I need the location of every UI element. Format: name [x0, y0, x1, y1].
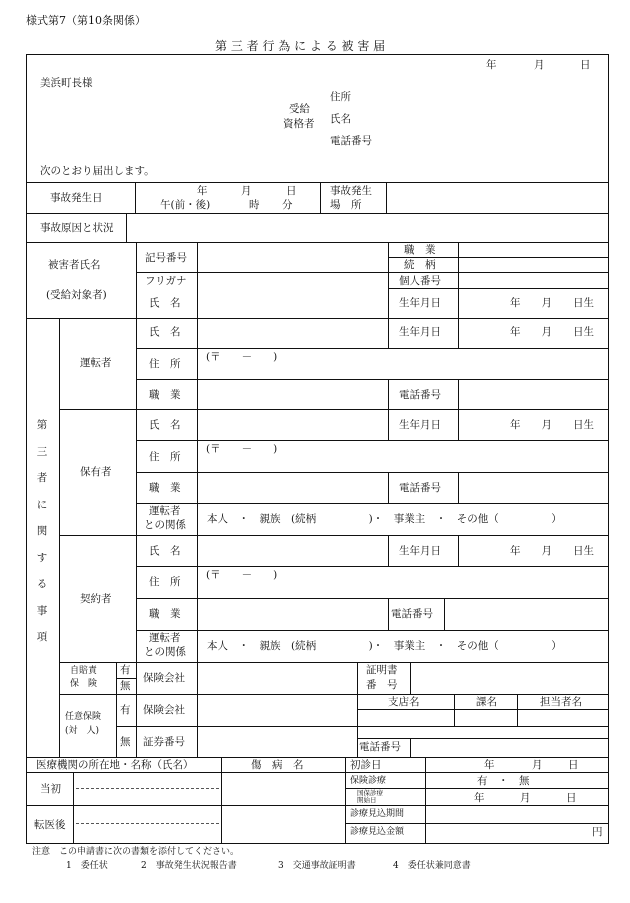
voluntary-no: 無	[120, 736, 131, 748]
insured-yes-no: 有 ・ 無	[477, 775, 530, 787]
owner-relation-label-2: との関係	[144, 519, 186, 531]
first-visit-month: 月	[532, 759, 543, 771]
expected-period-label: 診療見込期間	[350, 809, 405, 819]
compulsory-no: 無	[120, 680, 131, 692]
driver-address-label: 住 所	[149, 358, 181, 370]
voluntary-insurance-label-1: 任意保険	[65, 712, 102, 722]
attachment-2: 2 事故発生状況報告書	[141, 861, 237, 871]
insurance-phone-label: 電話番号	[359, 741, 401, 753]
owner-relation-label-1: 運転者	[149, 505, 181, 517]
accident-minute: 分	[282, 199, 293, 211]
victim-name-label: 氏 名	[149, 297, 181, 309]
driver-birth-ymd: 年 月 日生	[510, 326, 594, 338]
compulsory-yes: 有	[120, 664, 131, 676]
accident-month: 月	[241, 185, 252, 197]
first-visit-label: 初診日	[350, 759, 382, 771]
victim-label-sub: (受給対象者)	[46, 289, 107, 301]
contractor-relation-options: 本人 ・ 親族 (続柄 )・ 事業主 ・ その他（ ）	[207, 640, 562, 652]
voluntary-yes: 有	[120, 704, 131, 716]
phone-label: 電話番号	[330, 135, 372, 147]
accident-year: 年	[197, 185, 208, 197]
symbol-number-label: 記号番号	[145, 252, 187, 264]
contractor-phone-label: 電話番号	[391, 608, 433, 620]
owner-birth-ymd: 年 月 日生	[510, 419, 594, 431]
owner-phone-label: 電話番号	[399, 482, 441, 494]
compulsory-company-label: 保険会社	[143, 672, 185, 684]
owner-name-label: 氏 名	[149, 419, 181, 431]
compulsory-insurance-label-1: 自賠責	[70, 666, 98, 676]
person-in-charge-label: 担当者名	[540, 696, 582, 708]
section-label: 課名	[476, 696, 497, 708]
victim-label: 被害者氏名	[48, 259, 101, 271]
driver-label: 運転者	[80, 357, 112, 369]
expected-amount-label: 診療見込金額	[350, 827, 405, 837]
owner-relation-options: 本人 ・ 親族 (続柄 )・ 事業主 ・ その他（ ）	[207, 513, 562, 525]
first-visit-year: 年	[484, 759, 495, 771]
victim-birth-ymd: 年 月 日生	[510, 297, 594, 309]
yen-unit: 円	[592, 826, 603, 838]
kokuho-label-2: 開始日	[357, 796, 377, 804]
furigana-label: フリガナ	[145, 275, 187, 287]
form-title: 第 三 者 行 為 に よ る 被 害 届	[215, 39, 386, 53]
initial-label: 当初	[40, 783, 61, 795]
occupation-label: 職 業	[404, 244, 436, 256]
insured-treatment-label: 保険診療	[350, 776, 387, 786]
institution-label: 医療機関の所在地・名称（氏名）	[36, 759, 194, 771]
contractor-label: 契約者	[80, 593, 112, 605]
driver-occupation-label: 職 業	[149, 389, 181, 401]
attachment-4: 4 委任状兼同意書	[393, 861, 471, 871]
personal-number-label: 個人番号	[399, 275, 441, 287]
notice-text: 次のとおり届出します。	[40, 165, 155, 177]
kokuho-label-1: 国保診療	[357, 789, 383, 797]
date-day: 日	[580, 59, 591, 71]
recipient-label-2: 資格者	[283, 118, 315, 130]
date-month: 月	[534, 59, 545, 71]
owner-label: 保有者	[80, 466, 112, 478]
kokuho-day: 日	[566, 792, 577, 804]
contractor-relation-label-2: との関係	[144, 646, 186, 658]
form-number: 様式第7（第10条関係）	[26, 14, 146, 27]
third-party-vertical-label: 第 三 者 に 関 す る 事 項	[36, 419, 48, 643]
owner-birth-label: 生年月日	[399, 419, 441, 431]
accident-ampm: 午(前・後)	[160, 199, 211, 211]
certificate-label-2: 番 号	[366, 679, 398, 691]
contractor-address-label: 住 所	[149, 576, 181, 588]
kokuho-year: 年	[474, 792, 485, 804]
date-year: 年	[486, 59, 497, 71]
transfer-label: 転医後	[34, 819, 66, 831]
attachment-3: 3 交通事故証明書	[278, 861, 356, 871]
accident-place-label-1: 事故発生	[330, 185, 372, 197]
driver-postal: (〒 － )	[206, 351, 278, 363]
owner-postal: (〒 － )	[206, 443, 278, 455]
contractor-birth-label: 生年月日	[399, 545, 441, 557]
contractor-name-label: 氏 名	[149, 545, 181, 557]
contractor-postal: (〒 － )	[206, 569, 278, 581]
compulsory-insurance-label-2: 保 険	[70, 679, 98, 689]
footer-note: 注意 この申請書に次の書類を添付してください。	[32, 847, 240, 857]
first-visit-day: 日	[568, 759, 579, 771]
owner-address-label: 住 所	[149, 451, 181, 463]
attachment-1: 1 委任状	[66, 861, 108, 871]
voluntary-insurance-label-2: (対 人)	[65, 726, 100, 736]
relation-label: 続 柄	[404, 259, 436, 271]
voluntary-company-label: 保険会社	[143, 704, 185, 716]
victim-birth-label: 生年月日	[399, 297, 441, 309]
name-label: 氏名	[330, 113, 351, 125]
contractor-birth-ymd: 年 月 日生	[510, 545, 594, 557]
branch-label: 支店名	[388, 696, 420, 708]
recipient-label-1: 受給	[289, 103, 310, 115]
address-label: 住所	[330, 91, 351, 103]
driver-phone-label: 電話番号	[399, 389, 441, 401]
policy-number-label: 証券番号	[143, 736, 185, 748]
accident-date-label: 事故発生日	[50, 192, 103, 204]
driver-birth-label: 生年月日	[399, 326, 441, 338]
driver-name-label: 氏 名	[149, 326, 181, 338]
addressee: 美浜町長様	[40, 77, 93, 89]
accident-day: 日	[286, 185, 297, 197]
contractor-occupation-label: 職 業	[149, 608, 181, 620]
owner-occupation-label: 職 業	[149, 482, 181, 494]
certificate-label-1: 証明書	[366, 664, 398, 676]
accident-hour: 時	[249, 199, 260, 211]
contractor-relation-label-1: 運転者	[149, 632, 181, 644]
accident-cause-label: 事故原因と状況	[40, 222, 114, 234]
injury-label: 傷 病 名	[251, 759, 304, 771]
kokuho-month: 月	[520, 792, 531, 804]
accident-place-label-2: 場 所	[330, 199, 362, 211]
